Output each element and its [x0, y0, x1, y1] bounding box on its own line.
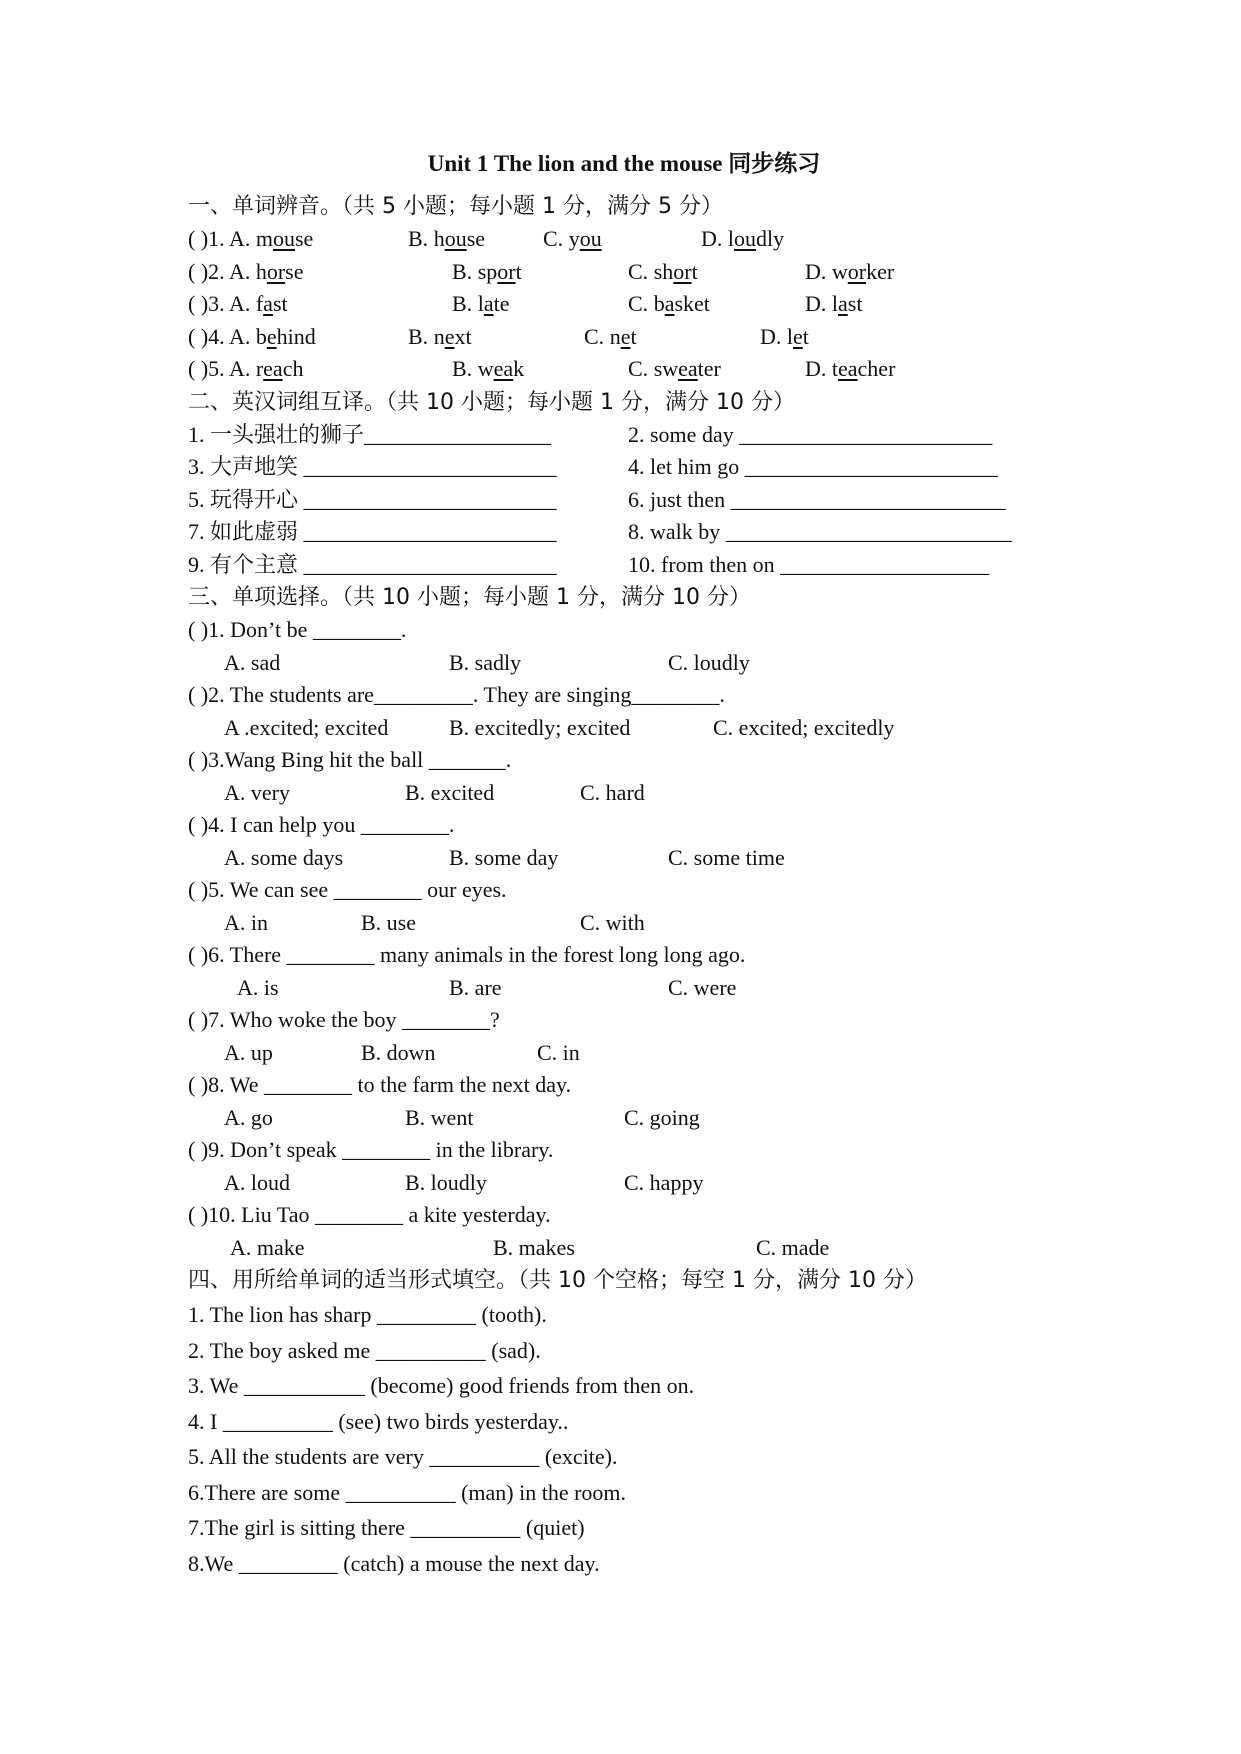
question-row — [188, 1069, 1068, 1102]
fill-in-item: 7.The girl is sitting there __________ (quiet) — [188, 1515, 585, 1540]
underlined-letters: e — [266, 323, 277, 349]
translation-right: 8. walk by __________________________ — [628, 519, 1012, 544]
section-2-items — [188, 419, 1068, 582]
fill-in-item: 3. We ___________ (become) good friends from then on. — [188, 1373, 695, 1398]
chinese-phrase: 如此虚弱 — [210, 520, 299, 545]
option-d: D. teacher — [805, 356, 896, 381]
options-row — [188, 712, 1068, 745]
chinese-phrase: 大声地笑 — [210, 455, 299, 480]
translation-left: 3. 大声地笑 _______________________ — [188, 454, 557, 480]
question-stem: ( )1. Don’t be ________. — [188, 617, 407, 642]
option-c: C. in — [537, 1039, 580, 1065]
option-a: A. go — [224, 1104, 273, 1130]
question-row — [188, 614, 1068, 647]
option-a: ( )4. A. behind — [188, 323, 316, 349]
underlined-letters: ou — [579, 226, 602, 251]
option-d: D. last — [805, 291, 863, 316]
chinese-phrase: 有个主意 — [210, 552, 299, 578]
option-b: B. next — [408, 323, 472, 349]
translation-left: 5. 玩得开心 _______________________ — [188, 486, 557, 513]
fill-in-item: 2. The boy asked me __________ (sad). — [188, 1337, 541, 1363]
option-c: C. short — [628, 258, 698, 284]
chinese-phrase: 一头强壮的狮子 — [210, 422, 365, 448]
section-1-items — [188, 223, 1068, 386]
underlined-letters: a — [483, 291, 494, 316]
option-c: C. some time — [668, 844, 785, 870]
options-row — [188, 1102, 1068, 1135]
underlined-letters: ea — [263, 356, 283, 381]
translation-row — [188, 419, 1068, 452]
option-b: B. excited — [405, 779, 495, 805]
option-b: B. excitedly; excited — [449, 714, 631, 740]
option-c: C. with — [580, 909, 645, 935]
question-row — [188, 256, 1068, 289]
fill-in-item: 4. I __________ (see) two birds yesterday.. — [188, 1408, 569, 1434]
option-b: B. use — [361, 909, 416, 935]
option-c: C. were — [668, 974, 737, 1000]
fill-in-item: 1. The lion has sharp _________ (tooth). — [188, 1302, 547, 1327]
question-row — [188, 809, 1068, 842]
option-a: ( )3. A. fast — [188, 291, 288, 316]
question-row — [188, 1004, 1068, 1037]
option-b: B. weak — [452, 356, 525, 381]
option-c: C. loudly — [668, 649, 750, 675]
translation-row — [188, 484, 1068, 517]
options-row — [188, 777, 1068, 810]
question-row — [188, 939, 1068, 972]
question-row — [188, 679, 1068, 712]
option-b: B. late — [452, 291, 510, 316]
option-b: B. went — [405, 1104, 474, 1130]
question-row — [188, 744, 1068, 777]
question-row — [188, 223, 1068, 256]
option-c: C. basket — [628, 291, 710, 316]
option-a: A. make — [230, 1234, 305, 1260]
section-1-heading: 一、单词辨音。（共 5 小题；每小题 1 分，满分 5 分） — [188, 194, 723, 219]
translation-right: 6. just then _________________________ — [628, 486, 1006, 512]
section-4-items — [188, 1297, 1068, 1581]
option-b: B. sport — [452, 258, 522, 284]
question-stem: ( )5. We can see ________ our eyes. — [188, 877, 507, 902]
underlined-letters: e — [793, 323, 803, 349]
question-stem: ( )9. Don’t speak ________ in the library. — [188, 1137, 554, 1162]
translation-row — [188, 516, 1068, 549]
option-a: A .excited; excited — [224, 714, 389, 740]
underlined-letters: or — [497, 258, 516, 284]
underlined-letters: a — [664, 291, 675, 316]
question-stem: ( )6. There ________ many animals in the forest long long ago. — [188, 942, 746, 967]
option-b: B. some day — [449, 844, 559, 870]
option-a: ( )5. A. reach — [188, 356, 304, 381]
underlined-letters: a — [263, 291, 273, 316]
option-c: C. happy — [624, 1169, 704, 1195]
options-row — [188, 1037, 1068, 1070]
options-row — [188, 1232, 1068, 1265]
underlined-letters: or — [673, 258, 692, 284]
question-row — [188, 1199, 1068, 1232]
section-4-heading: 四、用所给单词的适当形式填空。（共 10 个空格；每空 1 分，满分 10 分） — [188, 1268, 927, 1293]
options-row — [188, 1167, 1068, 1200]
option-c: C. net — [584, 323, 637, 349]
chinese-phrase: 玩得开心 — [210, 487, 299, 513]
option-d: D. loudly — [701, 226, 785, 251]
option-b: B. down — [361, 1039, 436, 1065]
question-stem: ( )10. Liu Tao ________ a kite yesterday. — [188, 1202, 551, 1227]
fill-in-item: 6.There are some __________ (man) in the room. — [188, 1479, 627, 1505]
question-row — [188, 1134, 1068, 1167]
section-3-heading: 三、单项选择。（共 10 小题；每小题 1 分，满分 10 分） — [188, 585, 751, 610]
option-b: B. sadly — [449, 649, 522, 675]
translation-left: 7. 如此虚弱 _______________________ — [188, 519, 557, 545]
option-b: B. loudly — [405, 1169, 487, 1195]
question-row — [188, 874, 1068, 907]
option-c: C. sweater — [628, 356, 721, 381]
options-row — [188, 907, 1068, 940]
underlined-letters: e — [444, 323, 455, 349]
question-stem: ( )4. I can help you ________. — [188, 812, 455, 837]
option-b: B. are — [449, 974, 502, 1000]
options-row — [188, 972, 1068, 1005]
option-c: C. excited; excitedly — [713, 714, 895, 740]
option-a: A. in — [224, 909, 268, 935]
underlined-letters: or — [847, 258, 867, 284]
underlined-letters: or — [266, 258, 286, 284]
option-a: ( )1. A. mouse — [188, 226, 314, 251]
option-a: A. is — [237, 974, 279, 1000]
option-b: B. house — [408, 226, 486, 251]
option-a: A. very — [224, 779, 290, 805]
underlined-letters: ea — [838, 356, 858, 381]
question-stem: ( )8. We ________ to the farm the next day. — [188, 1072, 572, 1097]
options-row — [188, 842, 1068, 875]
translation-row — [188, 549, 1068, 582]
underlined-letters: ea — [493, 356, 514, 381]
option-c: C. made — [756, 1234, 830, 1260]
underlined-letters: ou — [734, 226, 757, 251]
underlined-letters: ea — [678, 356, 698, 381]
translation-right: 2. some day _______________________ — [628, 421, 993, 447]
option-d: D. worker — [805, 258, 895, 284]
question-row — [188, 353, 1068, 386]
question-stem: ( )2. The students are_________. They are singing________. — [188, 682, 725, 707]
question-stem: ( )3.Wang Bing hit the ball _______. — [188, 747, 512, 772]
translation-row — [188, 451, 1068, 484]
option-c: C. hard — [580, 779, 645, 805]
question-row — [188, 288, 1068, 321]
translation-left: 9. 有个主意 _______________________ — [188, 551, 557, 578]
fill-in-item: 8.We _________ (catch) a mouse the next day. — [188, 1550, 600, 1576]
underlined-letters: a — [838, 291, 848, 316]
options-row — [188, 647, 1068, 680]
underlined-letters: ou — [444, 226, 467, 251]
option-d: D. let — [760, 323, 809, 349]
translation-left: 1. 一头强壮的狮子_________________ — [188, 421, 552, 448]
option-c: C. you — [543, 226, 602, 251]
option-a: A. some days — [224, 844, 344, 870]
option-a: A. sad — [224, 649, 281, 675]
option-b: B. makes — [493, 1234, 575, 1260]
option-a: ( )2. A. horse — [188, 258, 304, 284]
underlined-letters: ou — [272, 226, 295, 251]
option-c: C. going — [624, 1104, 700, 1130]
option-a: A. up — [224, 1039, 273, 1065]
question-stem: ( )7. Who woke the boy ________? — [188, 1007, 500, 1032]
translation-right: 10. from then on ___________________ — [628, 551, 990, 577]
section-3-items — [188, 614, 1068, 1264]
page-title: Unit 1 The lion and the mouse 同步练习 — [427, 151, 821, 176]
option-a: A. loud — [224, 1169, 290, 1195]
underlined-letters: e — [620, 323, 631, 349]
section-2-heading: 二、英汉词组互译。（共 10 小题；每小题 1 分，满分 10 分） — [188, 389, 795, 415]
fill-in-item: 5. All the students are very __________ (excite). — [188, 1444, 618, 1469]
translation-right: 4. let him go _______________________ — [628, 454, 998, 479]
worksheet — [188, 150, 1068, 1581]
question-row — [188, 321, 1068, 354]
